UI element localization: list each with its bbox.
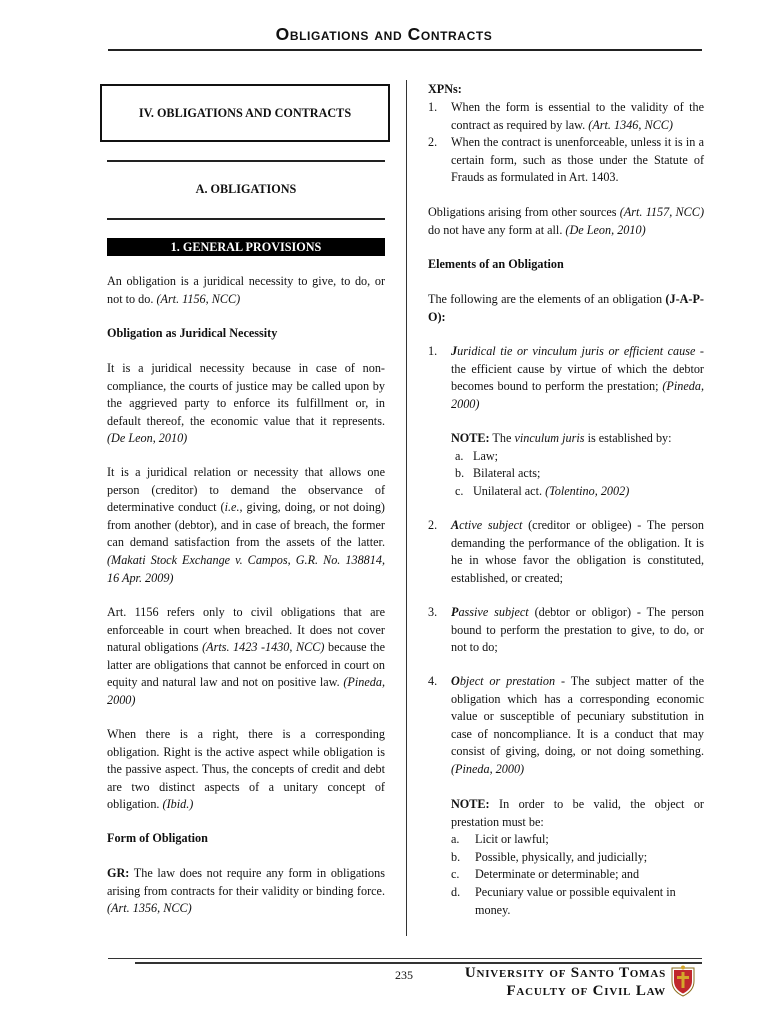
chapter-title-box: IV. OBLIGATIONS AND CONTRACTS [100,84,390,142]
citation: (Pineda, 2000) [451,379,704,411]
list-item: b. Bilateral acts; [455,466,541,481]
list-item: c. Unilateral act. (Tolentino, 2002) [455,483,630,498]
list-item: d. Pecuniary value or possible equivalent in money. [451,884,676,917]
general-provisions-banner: 1. GENERAL PROVISIONS [107,238,385,256]
list-item: 2. When the contract is unenforceable, unless it is in a certain form, such as those under the Statute of Frauds as formulated in Art. 1403. [428,135,704,185]
citation: (De Leon, 2010) [565,222,646,237]
citation: (Arts. 1423 -1430, NCC) [202,640,325,655]
list-item: 1. When the form is essential to the validity of the contract as required by law. (Art. 1346, NCC) [428,100,704,132]
citation: (Art. 1346, NCC) [588,117,673,132]
element-passive-subject: 3. Passive subject (debtor or obligor) - The person bound to perform the prestation to give, to do, or not to do; [428,605,704,655]
page-header-title: Obligations and Contracts [275,24,493,44]
right-obligation-paragraph: When there is a right, there is a corresponding obligation. Right is the active aspect while obligation is the passive aspect. Thus, the concepts of credit and debt are two distinct aspects of a unitary concept of obligation. (Ibid.) [107,727,385,812]
citation: (Makati Stock Exchange v. Campos, G.R. No. 138814, 16 Apr. 2009) [107,552,385,585]
citation: (Art. 1157, NCC) [619,205,704,219]
faculty-name: Faculty of Civil Law [506,983,666,999]
section-rule-bottom [107,218,385,220]
citation: (Pineda, 2000) [451,761,525,776]
university-name: University of Santo Tomas [464,965,666,981]
section-rule-top [107,160,385,162]
obligation-definition: An obligation is a juridical necessity to give, to do, or not to do. (Art. 1156, NCC) [107,274,385,306]
civil-obligations-paragraph: Art. 1156 refers only to civil obligations that are enforceable in court when breached. It does not cover natural obligations (Arts. 1423 -1430, NCC) because the latter are obligations that cannot be enforced in court on equity and natural law and not on positive law. (Pineda, 2000) [107,605,385,707]
list-item: a. Licit or lawful; [451,832,549,847]
citation: (De Leon, 2010) [107,431,188,446]
xpns-list [428,99,704,187]
header-rule [108,49,702,51]
section-a-heading: A. OBLIGATIONS [195,182,297,196]
citation: (Tolentino, 2002) [545,483,630,498]
form-of-obligation-heading: Form of Obligation [107,831,208,845]
list-item: a. Law; [455,448,499,463]
element-object-prestation: 4. Object or prestation - The subject matter of the obligation which has a corresponding economic value or susceptible of pecuniary substitution in case of noncompliance. It is a conduct that may consist of giving, doing, or not doing something. (Pineda, 2000) [428,674,705,776]
citation: (Pineda, 2000) [107,675,385,707]
element-juridical-tie: 1. Juridical tie or vinculum juris or efficient cause - the efficient cause by virtue of which the debtor becomes bound to perform the prestation; (Pineda, 2000) [428,344,704,411]
footer-rule-top [108,958,702,959]
object-validity-note: NOTE: In order to be valid, the object or prestation must be: a. Licit or lawful; b. Possible, physically, and judicially; c. Determinate or determinable; and d. Pecuniary value or possible equivalent in money. [451,796,704,919]
other-sources-paragraph: Obligations arising from other sources (Art. 1157, NCC) do not have any form at all. (De Leon, 2010) [428,205,704,237]
column-divider [406,80,407,936]
citation: (Art. 1356, NCC) [107,901,192,916]
general-rule-paragraph: GR: The law does not require any form in obligations arising from contracts for their validity or binding force. (Art. 1356, NCC) [107,866,385,916]
elements-intro-paragraph: The following are the elements of an obligation (J-A-P-O): [428,292,704,324]
citation: (Art. 1156, NCC) [156,291,241,306]
juridical-necessity-heading: Obligation as Juridical Necessity [107,326,278,340]
elements-heading: Elements of an Obligation [428,257,564,271]
list-item: b. Possible, physically, and judicially; [451,849,648,864]
page-number: 235 [395,968,413,982]
citation: (Ibid.) [162,797,194,812]
ust-seal-icon [670,965,696,997]
juridical-relation-paragraph: It is a juridical relation or necessity that allows one person (creditor) to demand the observance of determinative conduct (i.e., giving, doing, or not doing) from another (debtor), and in case of breach, the former can demand satisfaction from the assets of the latter. (Makati Stock Exchange v. Campos, G.R. No. 138814, 16 Apr. 2009) [107,465,385,585]
juridical-necessity-paragraph: It is a juridical necessity because in case of non-compliance, the courts of justice may be called upon by the aggrieved party to enforce its fulfillment or, in default thereof, the economic value that it represents. (De Leon, 2010) [107,361,385,446]
xpns-label: XPNs: [428,82,462,96]
footer-institution [465,964,666,1000]
vinculum-juris-note: NOTE: The vinculum juris is established by: a. Law; b. Bilateral acts; c. Unilateral act. (Tolentino, 2002) [451,430,704,500]
list-item: c. Determinate or determinable; and [451,867,640,882]
element-active-subject: 2. Active subject (creditor or obligee) - The person demanding the performance of the obligation. It is he in whose favor the obligation is constituted, established, or created; [428,518,704,585]
